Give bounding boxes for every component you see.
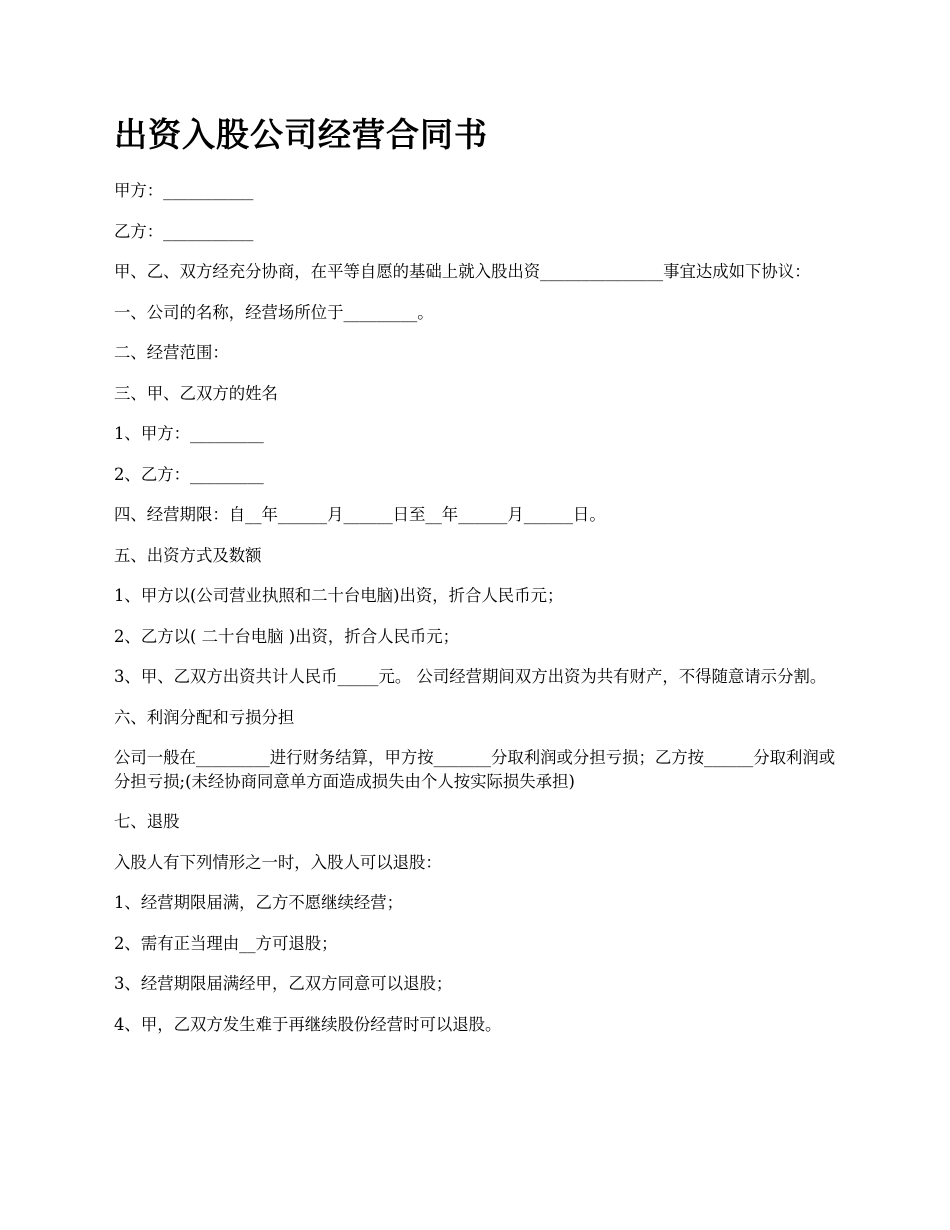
clause-1-company-name: 一、公司的名称，经营场所位于_________。 <box>114 302 434 322</box>
clause-5-item-2: 2、乙方以( 二十台电脑 )出资，折合人民币元； <box>114 626 460 646</box>
preamble-paragraph: 甲、乙、双方经充分协商，在平等自愿的基础上就入股出资_______________事宜达成如下协议： <box>114 262 811 281</box>
clause-7-heading: 七、退股 <box>114 812 180 831</box>
document-title: 出资入股公司经营合同书 <box>114 115 488 154</box>
clause-2-business-scope: 二、经营范围： <box>114 343 229 362</box>
clause-7-item-3: 3、经营期限届满经甲，乙双方同意可以退股； <box>114 974 453 993</box>
document-page <box>114 113 840 1053</box>
clause-5-heading: 五、出资方式及数额 <box>114 545 262 565</box>
clause-6-heading: 六、利润分配和亏损分担 <box>114 707 295 727</box>
clause-7-intro: 入股人有下列情形之一时，入股人可以退股： <box>114 852 442 872</box>
clause-3-party-a: 1、甲方：_________ <box>114 424 264 443</box>
clause-4-term: 四、经营期限：自__年______月______日至__年______月______日。 <box>114 505 606 524</box>
party-b-line: 乙方：___________ <box>114 221 254 241</box>
clause-5-item-1: 1、甲方以(公司营业执照和二十台电脑)出资，折合人民币元； <box>114 586 564 605</box>
party-a-line: 甲方：___________ <box>114 181 254 200</box>
clause-3-heading: 三、甲、乙双方的姓名 <box>114 383 278 403</box>
clause-6-body: 公司一般在_________进行财务结算，甲方按_______分取利润或分担亏损；乙方按______分取利润或分担亏损;(未经协商同意单方面造成损失由个人按实际损失承担) <box>114 748 836 791</box>
clause-7-item-1: 1、经营期限届满，乙方不愿继续经营； <box>114 893 404 912</box>
clause-7-item-4: 4、甲，乙双方发生难于再继续股份经营时可以退股。 <box>114 1014 502 1034</box>
clause-7-item-2: 2、需有正当理由__方可退股； <box>114 933 338 953</box>
clause-5-item-3: 3、甲、乙双方出资共计人民币_____元。 公司经营期间双方出资为共有财产，不得随意请示分割。 <box>114 667 827 686</box>
clause-3-party-b: 2、乙方：_________ <box>114 464 264 484</box>
